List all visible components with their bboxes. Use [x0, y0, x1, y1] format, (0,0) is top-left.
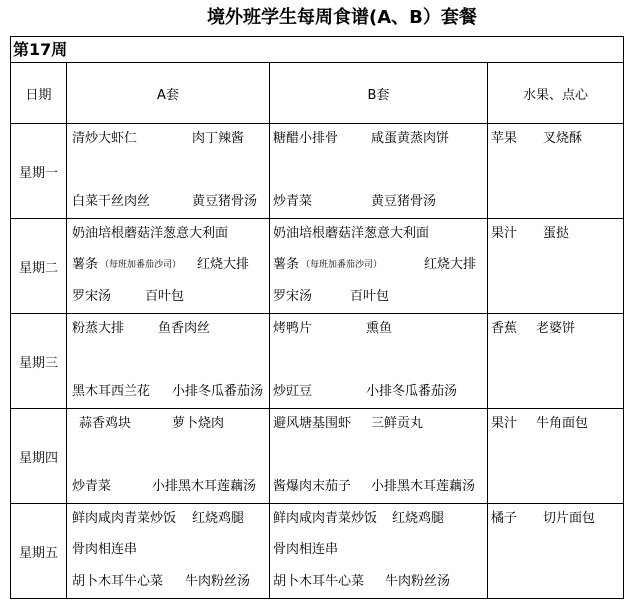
dish-item: 红烧鸡腿: [392, 511, 445, 526]
dish-item: 薯条: [72, 257, 99, 272]
dish-item: 小排冬瓜番茄汤: [366, 384, 458, 399]
dish-item: 炒青菜: [273, 194, 313, 209]
header-set-a-label: A套: [157, 87, 179, 103]
week-label: 第17周: [13, 40, 68, 59]
snack-item: 叉烧酥: [543, 131, 583, 146]
snack-item: 蛋挞: [543, 226, 570, 241]
dish-item: 黑木耳西兰花: [72, 384, 151, 399]
dish-item: 小排黑木耳莲藕汤: [152, 479, 257, 494]
dish-item: 肉丁辣酱: [192, 131, 245, 146]
dish-item: 小排冬瓜番茄汤: [172, 384, 264, 399]
dish-item: 胡卜木耳牛心菜: [273, 574, 365, 589]
dish-item: 罗宋汤: [273, 289, 313, 304]
header-set-a: [66, 62, 270, 124]
day-label: 星期五: [18, 545, 58, 561]
snack-cell: [487, 218, 624, 314]
snack-item: 果汁: [491, 416, 518, 431]
dish-item: 蒜香鸡块: [79, 416, 132, 431]
header-date: [10, 62, 67, 124]
set-b-cell: [269, 313, 488, 409]
dish-item: 牛肉粉丝汤: [185, 574, 251, 589]
dish-item: 清炒大虾仁: [72, 131, 138, 146]
day-cell: [10, 123, 67, 219]
dish-item: 避风塘基围虾: [273, 416, 352, 431]
set-a-cell: [66, 408, 270, 504]
set-b-cell: [269, 503, 488, 599]
snack-item: 老婆饼: [536, 321, 576, 336]
snack-item: 牛角面包: [536, 416, 589, 431]
dish-item: 白菜干丝肉丝: [72, 194, 151, 209]
dish-item: 红烧大排: [197, 257, 250, 272]
snack-cell: [487, 503, 624, 599]
snack-item: 果汁: [491, 226, 518, 241]
dish-item: 粉蒸大排: [72, 321, 125, 336]
set-b-cell: [269, 408, 488, 504]
dish-item: 三鲜贡丸: [371, 416, 424, 431]
day-cell: [10, 408, 67, 504]
dish-item: 炒青菜: [72, 479, 112, 494]
dish-item: 骨肉相连串: [72, 542, 138, 557]
dish-item: 咸蛋黄蒸肉饼: [371, 131, 450, 146]
page-title: 境外班学生每周食谱(A、B）套餐: [207, 7, 477, 28]
day-label: 星期四: [18, 450, 58, 466]
snack-item: 切片面包: [543, 511, 596, 526]
dish-item: 酱爆肉末茄子: [273, 479, 352, 494]
snack-cell: [487, 123, 624, 219]
dish-note: （每班加番茄沙司）: [100, 260, 182, 270]
dish-item: 糖醋小排骨: [273, 131, 339, 146]
dish-item: 罗宋汤: [72, 289, 112, 304]
dish-item: 鱼香肉丝: [158, 321, 211, 336]
dish-item: 红烧大排: [424, 257, 477, 272]
day-label: 星期三: [18, 355, 58, 371]
set-b-cell: [269, 123, 488, 219]
snack-item: 苹果: [491, 131, 518, 146]
set-a-cell: [66, 123, 270, 219]
dish-item: 小排黑木耳莲藕汤: [371, 479, 476, 494]
dish-item: 烤鸭片: [273, 321, 313, 336]
day-label: 星期二: [18, 260, 58, 276]
dish-item: 鲜肉咸肉青菜炒饭: [72, 511, 177, 526]
set-a-cell: [66, 503, 270, 599]
day-label: 星期一: [18, 165, 58, 181]
dish-item: 奶油培根蘑菇洋葱意大利面: [273, 226, 430, 241]
header-snack: [487, 62, 624, 124]
dish-item: 牛肉粉丝汤: [385, 574, 451, 589]
dish-item: 薯条: [273, 257, 300, 272]
dish-item: 熏鱼: [366, 321, 393, 336]
set-b-cell: [269, 218, 488, 314]
snack-cell: [487, 408, 624, 504]
dish-item: 百叶包: [350, 289, 390, 304]
dish-item: 萝卜烧肉: [172, 416, 225, 431]
day-cell: [10, 503, 67, 599]
dish-item: 鲜肉咸肉青菜炒饭: [273, 511, 378, 526]
dish-note: （每班加番茄沙司）: [301, 260, 383, 270]
day-cell: [10, 218, 67, 314]
header-set-b: [269, 62, 488, 124]
dish-item: 百叶包: [145, 289, 185, 304]
snack-cell: [487, 313, 624, 409]
dish-item: 胡卜木耳牛心菜: [72, 574, 164, 589]
snack-item: 香蕉: [491, 321, 518, 336]
dish-item: 奶油培根蘑菇洋葱意大利面: [72, 226, 229, 241]
dish-item: 黄豆猪骨汤: [371, 194, 437, 209]
dish-item: 黄豆猪骨汤: [192, 194, 258, 209]
header-snack-label: 水果、点心: [522, 87, 588, 103]
dish-item: 红烧鸡腿: [192, 511, 245, 526]
header-date-label: 日期: [25, 87, 52, 103]
snack-item: 橘子: [491, 511, 518, 526]
set-a-cell: [66, 313, 270, 409]
dish-item: 炒豇豆: [273, 384, 313, 399]
dish-item: 骨肉相连串: [273, 542, 339, 557]
set-a-cell: [66, 218, 270, 314]
day-cell: [10, 313, 67, 409]
header-set-b-label: B套: [367, 87, 390, 103]
week-row: [10, 36, 624, 63]
